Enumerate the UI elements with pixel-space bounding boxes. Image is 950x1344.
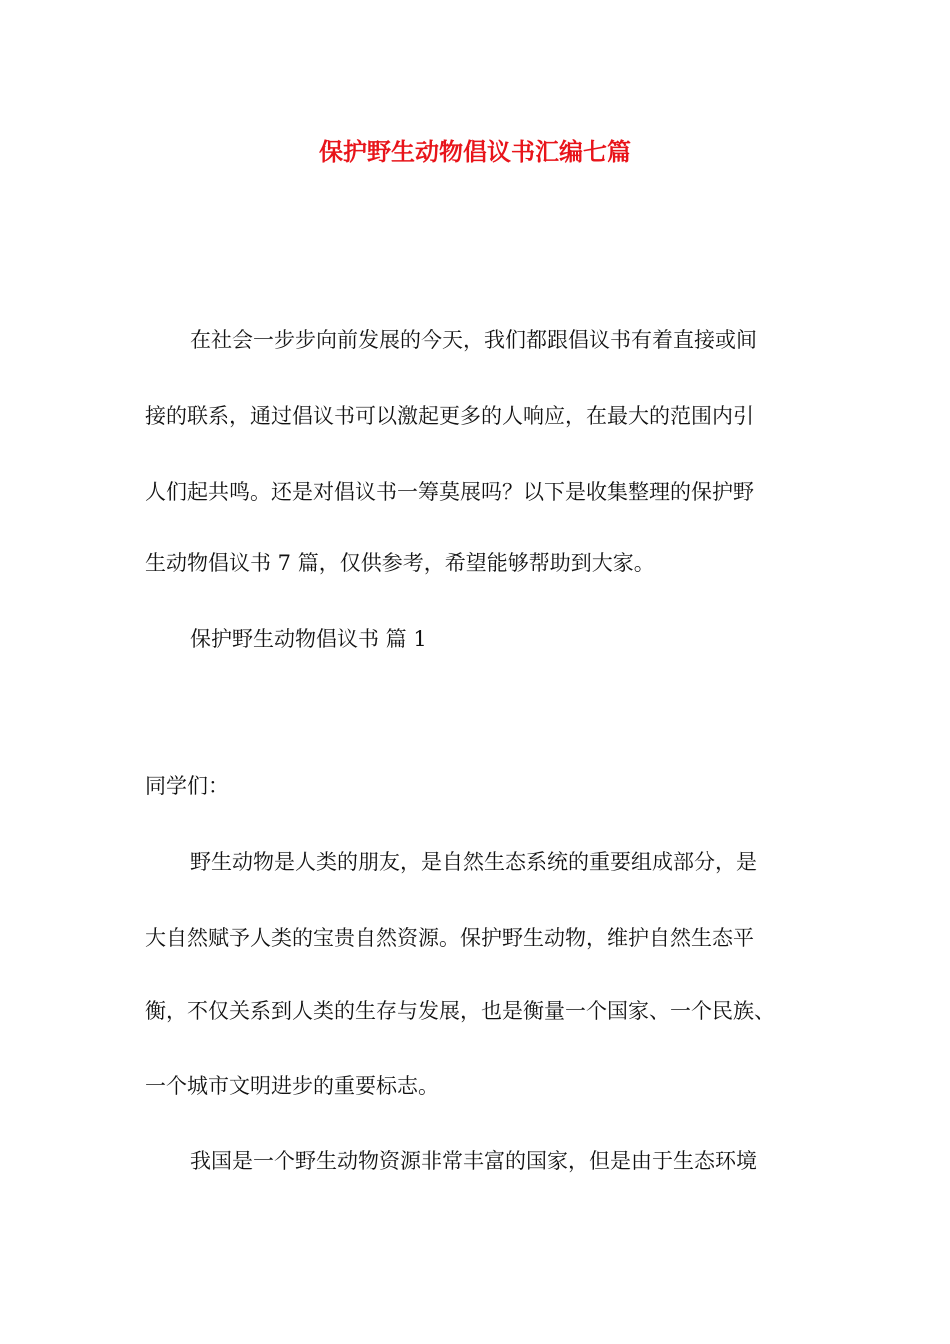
section-heading: 保护野生动物倡议书 篇 1 [190,627,427,651]
intro-line-3: 人们起共鸣。还是对倡议书一筹莫展吗？以下是收集整理的保护野 [145,480,754,504]
intro-line-1: 在社会一步步向前发展的今天，我们都跟倡议书有着直接或间 [190,328,757,352]
document-title: 保护野生动物倡议书汇编七篇 [319,137,631,166]
body-line-5: 我国是一个野生动物资源非常丰富的国家，但是由于生态环境 [190,1149,757,1173]
intro-line-4: 生动物倡议书 7 篇，仅供参考，希望能够帮助到大家。 [145,551,655,575]
body-line-1: 野生动物是人类的朋友，是自然生态系统的重要组成部分，是 [190,850,757,874]
salutation: 同学们： [145,774,229,798]
intro-line-2: 接的联系，通过倡议书可以激起更多的人响应，在最大的范围内引 [145,404,754,428]
body-line-2: 大自然赋予人类的宝贵自然资源。保护野生动物，维护自然生态平 [145,926,754,950]
body-line-3: 衡，不仅关系到人类的生存与发展，也是衡量一个国家、一个民族、 [145,999,775,1023]
body-line-4: 一个城市文明进步的重要标志。 [145,1074,439,1098]
